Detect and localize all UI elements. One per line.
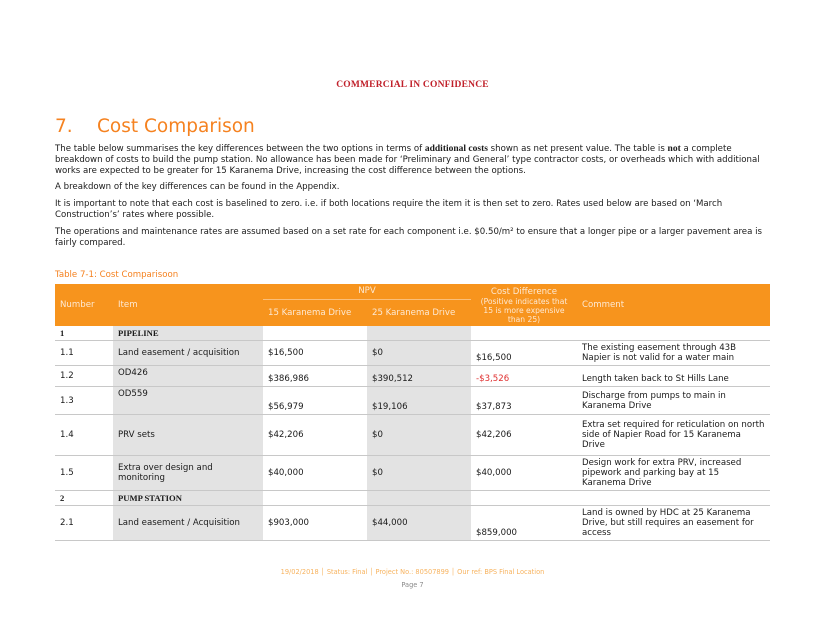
- header-option-15: 15 Karanema Drive: [263, 299, 367, 326]
- appendix-paragraph: A breakdown of the key differences can be found in the Appendix.: [55, 182, 340, 192]
- table-row: [55, 506, 770, 541]
- header-npv: NPV: [263, 284, 471, 299]
- maintenance-paragraph: The operations and maintenance rates are assumed based on a set rate for each component i.e. $0.50/m² to ensure that a longer pipe or a larger pavement area is fairly compared.: [55, 227, 762, 248]
- row-cost-difference: $42,206: [471, 415, 577, 456]
- row-comment: Design work for extra PRV, increased pipework and parking bay at 15 Karanema Drive: [577, 456, 770, 491]
- section-title: Cost Comparison: [97, 116, 255, 137]
- row-number: 1: [55, 326, 113, 341]
- row-cost-difference: $37,873: [471, 387, 577, 415]
- row-number: 1.1: [55, 341, 113, 366]
- row-option-15: $40,000: [263, 456, 367, 491]
- row-item: Land easement / acquisition: [113, 341, 263, 366]
- row-number: 1.5: [55, 456, 113, 491]
- header-item: Item: [113, 284, 263, 326]
- intro-text-2: shown as net present value. The table is: [487, 144, 668, 154]
- row-number: 1.4: [55, 415, 113, 456]
- row-cost-difference: $16,500: [471, 341, 577, 366]
- cost-comparison-table: [55, 284, 770, 541]
- header-option-25: 25 Karanema Drive: [367, 299, 471, 326]
- header-cost-difference: [471, 284, 577, 326]
- row-item: Land easement / Acquisition: [113, 506, 263, 541]
- row-item: Extra over design and monitoring: [113, 456, 263, 491]
- table-row: [55, 341, 770, 366]
- row-comment: Discharge from pumps to main in Karanema Drive: [577, 387, 770, 415]
- section-number: 7.: [55, 116, 73, 137]
- row-cost-difference: -$3,526: [471, 366, 577, 387]
- row-option-15: $903,000: [263, 506, 367, 541]
- row-cost-difference: $40,000: [471, 456, 577, 491]
- table-row: [55, 456, 770, 491]
- header-number: Number: [55, 284, 113, 326]
- table-row: [55, 366, 770, 387]
- row-item: PUMP STATION: [113, 491, 263, 506]
- intro-text-1: The table below summarises the key differences between the two options in terms of: [55, 144, 425, 154]
- table-section-row: [55, 326, 770, 341]
- baseline-paragraph: It is important to note that each cost is baselined to zero. i.e. if both locations require the item it is then set to zero. Rates used below are based on ‘March Construction’s’ rates where possible.: [55, 199, 723, 220]
- table-row: [55, 387, 770, 415]
- section-heading: [55, 116, 255, 137]
- row-item: PIPELINE: [113, 326, 263, 341]
- intro-paragraph: [55, 144, 773, 177]
- document-footer: 19/02/2018 │ Status: Final │ Project No.: 80507899 │ Our ref: BPS Final Location: [280, 568, 545, 576]
- row-option-25: $0: [367, 341, 471, 366]
- row-cost-difference: $859,000: [471, 506, 577, 541]
- row-option-25: $44,000: [367, 506, 471, 541]
- row-number: 1.3: [55, 387, 113, 415]
- row-item: OD559: [113, 387, 263, 415]
- table-row: [55, 415, 770, 456]
- row-option-15: $386,986: [263, 366, 367, 387]
- row-option-15: $42,206: [263, 415, 367, 456]
- row-option-15: $56,979: [263, 387, 367, 415]
- row-item: PRV sets: [113, 415, 263, 456]
- intro-bold-additional-costs: additional costs: [424, 144, 488, 154]
- row-option-25: $390,512: [367, 366, 471, 387]
- header-cost-difference-note: (Positive indicates that 15 is more expensive than 25): [480, 296, 568, 324]
- row-item: OD426: [113, 366, 263, 387]
- header-cost-difference-label: Cost Difference: [490, 286, 558, 297]
- page-number: Page 7: [401, 581, 424, 589]
- row-number: 2: [55, 491, 113, 506]
- table-section-row: [55, 491, 770, 506]
- row-option-25: $0: [367, 415, 471, 456]
- intro-bold-not: not: [667, 144, 681, 154]
- row-comment: Land is owned by HDC at 25 Karanema Drive, but still requires an easement for access: [577, 506, 770, 541]
- confidentiality-banner: COMMERCIAL IN CONFIDENCE: [336, 80, 489, 90]
- table-caption: Table 7-1: Cost Comparisoon: [55, 270, 179, 280]
- row-option-25: $19,106: [367, 387, 471, 415]
- row-comment: Length taken back to St Hills Lane: [577, 366, 770, 387]
- row-comment: The existing easement through 43B Napier is not valid for a water main: [577, 341, 770, 366]
- row-option-25: $0: [367, 456, 471, 491]
- row-number: 2.1: [55, 506, 113, 541]
- row-option-15: $16,500: [263, 341, 367, 366]
- row-number: 1.2: [55, 366, 113, 387]
- row-comment: Extra set required for reticulation on north side of Napier Road for 15 Karanema Drive: [577, 415, 770, 456]
- intro-text-3: a complete breakdown of costs to build the pump station. No allowance has been made for ‘Preliminary and General’ type contractor costs, or overheads which with additional works are expected to be greater for 15 Karanema Drive, increasing the cost difference between the options.: [55, 144, 760, 176]
- header-comment: Comment: [577, 284, 770, 326]
